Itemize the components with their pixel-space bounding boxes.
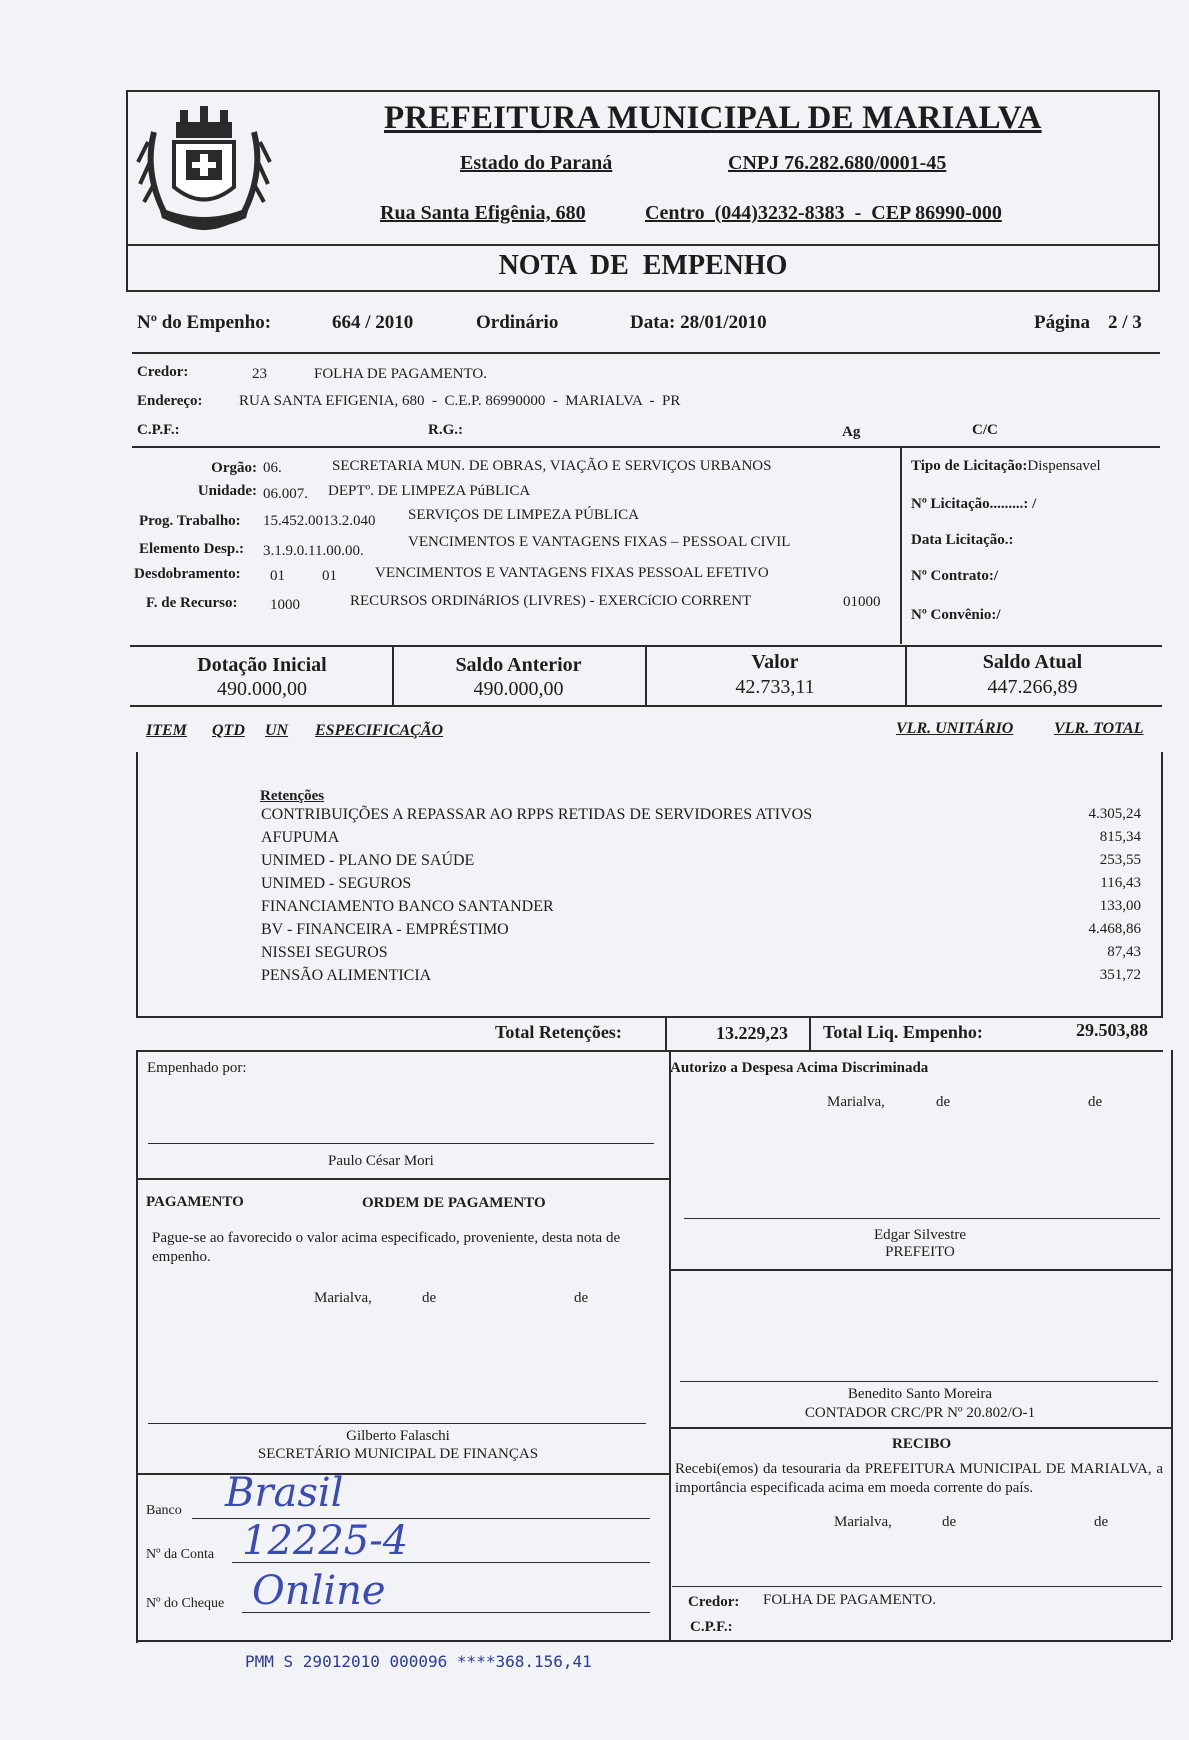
tipo-licitacao: [911, 458, 1101, 475]
recurso-label: F. de Recurso:: [146, 595, 238, 611]
conta-label: Nº da Conta: [146, 1547, 215, 1562]
numero-licitacao: Nº Licitação.........: /: [911, 496, 1037, 512]
banco-value: Brasil: [225, 1470, 344, 1516]
cnpj: CNPJ 76.282.680/0001-45: [728, 152, 947, 174]
prog-trabalho-label: Prog. Trabalho:: [139, 513, 241, 529]
empenhado-por-label: Empenhado por:: [147, 1060, 247, 1076]
secretario-nome: Gilberto Falaschi: [346, 1428, 450, 1444]
list-item: CONTRIBUIÇÕES A REPASSAR AO RPPS RETIDAS DE SERVIDORES ATIVOS 4.305,24: [261, 806, 1141, 823]
unidade-code: 06.007.: [263, 486, 308, 502]
prefeito-nome: Edgar Silvestre: [873, 1227, 967, 1243]
credor-label: Credor:: [137, 364, 189, 380]
col-item: ITEM: [146, 722, 187, 739]
elemento-code: 3.1.9.0.11.00.00.: [263, 543, 364, 559]
recibo-credor-value: FOLHA DE PAGAMENTO.: [763, 1592, 936, 1608]
list-item: BV - FINANCEIRA - EMPRÉSTIMO 4.468,86: [261, 921, 1141, 938]
list-item: AFUPUMA 815,34: [261, 829, 1141, 846]
state-name: Estado do Paraná: [460, 152, 613, 174]
saldo-atual-label: Saldo Atual: [982, 651, 1083, 673]
numero-contrato: Nº Contrato:/: [911, 568, 999, 584]
address: Rua Santa Efigênia, 680: [380, 202, 586, 224]
empenho-number: 664 / 2010: [332, 312, 414, 333]
orgao-code: 06.: [263, 460, 282, 476]
elemento-label: Elemento Desp.:: [139, 541, 244, 557]
saldo-atual-value: 447.266,89: [987, 676, 1078, 698]
contador-nome: Benedito Santo Moreira: [847, 1386, 993, 1402]
col-vlr-unitario: VLR. UNITÁRIO: [896, 720, 1014, 737]
recibo-cpf-label: C.P.F.:: [690, 1619, 733, 1635]
desdobramento-code2: 01: [322, 568, 337, 584]
cc-label: C/C: [972, 422, 998, 438]
total-retencoes-label: Total Retenções:: [495, 1022, 622, 1042]
credor-code: 23: [252, 366, 267, 382]
recibo-de-1: de: [942, 1514, 957, 1530]
endereco-label: Endereço:: [137, 393, 203, 409]
coat-of-arms-icon: [134, 92, 274, 242]
desdobramento-code: 01: [270, 568, 285, 584]
conta-value: 12225-4: [242, 1518, 409, 1564]
list-item: NISSEI SEGUROS 87,43: [261, 944, 1141, 961]
desdobramento-desc: VENCIMENTOS E VANTAGENS FIXAS PESSOAL EFETIVO: [375, 565, 769, 581]
empenho-type: Ordinário: [476, 312, 559, 333]
recibo-credor-label: Credor:: [688, 1594, 740, 1610]
ordem-pagamento-title: ORDEM DE PAGAMENTO: [362, 1195, 546, 1211]
valor-label: Valor: [751, 651, 799, 673]
recurso-code: 1000: [270, 597, 300, 613]
recibo-texto: Recebi(emos) da tesouraria da PREFEITURA MUNICIPAL DE MARIALVA, a importância especificada acima em moeda corrente do país.: [675, 1461, 1163, 1496]
autorizo-de-1: de: [936, 1094, 951, 1110]
cheque-value: Online: [252, 1568, 386, 1614]
retencoes-title: Retenções: [260, 788, 325, 804]
prog-trabalho-desc: SERVIÇOS DE LIMPEZA PÚBLICA: [408, 507, 639, 523]
data-licitacao: Data Licitação.:: [911, 532, 1014, 548]
contador-cargo: CONTADOR CRC/PR Nº 20.802/O-1: [804, 1405, 1036, 1421]
recurso-extra: 01000: [843, 594, 881, 610]
col-qtd: QTD: [212, 722, 245, 739]
endereco-value: RUA SANTA EFIGENIA, 680 - C.E.P. 86990000 - MARIALVA - PR: [239, 393, 681, 409]
prefeito-cargo: PREFEITO: [885, 1244, 955, 1260]
autorizo-de-2: de: [1088, 1094, 1103, 1110]
tipo-licitacao-label: Tipo de Licitação:: [911, 458, 1028, 474]
credor-name: FOLHA DE PAGAMENTO.: [314, 366, 487, 382]
col-especificacao: ESPECIFICAÇÃO: [315, 722, 444, 739]
total-liquido-value: 29.503,88: [1076, 1020, 1148, 1040]
recibo-de-2: de: [1094, 1514, 1109, 1530]
prog-trabalho-code: 15.452.0013.2.040: [263, 513, 376, 529]
secretario-cargo: SECRETÁRIO MUNICIPAL DE FINANÇAS: [257, 1446, 539, 1462]
orgao-desc: SECRETARIA MUN. DE OBRAS, VIAÇÃO E SERVIÇOS URBANOS: [332, 458, 772, 474]
list-item: UNIMED - PLANO DE SAÚDE 253,55: [261, 852, 1141, 869]
recurso-desc: RECURSOS ORDINáRIOS (LIVRES) - EXERCíCIO CORRENT: [350, 593, 752, 609]
dotacao-inicial-value: 490.000,00: [217, 678, 307, 700]
list-item: FINANCIAMENTO BANCO SANTANDER 133,00: [261, 898, 1141, 915]
pagamento-de-2: de: [574, 1290, 589, 1306]
cpf-label: C.P.F.:: [137, 422, 180, 438]
phone-cep: Centro (044)3232-8383 - CEP 86990-000: [645, 202, 1002, 224]
elemento-desc: VENCIMENTOS E VANTAGENS FIXAS – PESSOAL CIVIL: [408, 534, 791, 550]
prefeitura-title: PREFEITURA MUNICIPAL DE MARIALVA: [384, 100, 1042, 136]
pagamento-texto: Pague-se ao favorecido o valor acima especificado, proveniente, desta nota de empenho.: [152, 1230, 621, 1265]
rg-label: R.G.:: [428, 422, 463, 438]
recibo-title: RECIBO: [892, 1436, 952, 1452]
ag-label: Ag: [842, 424, 861, 440]
numero-convenio: Nº Convênio:/: [911, 607, 1001, 623]
recibo-marialva: Marialva,: [834, 1514, 892, 1530]
total-retencoes-value: 13.229,23: [716, 1023, 788, 1043]
valor-value: 42.733,11: [735, 676, 815, 698]
saldo-anterior-value: 490.000,00: [473, 678, 564, 700]
autenticacao-mecanica: PMM S 29012010 000096 ****368.156,41: [245, 1652, 592, 1671]
unidade-desc: DEPTº. DE LIMPEZA PúBLICA: [328, 483, 531, 499]
retencoes-list: [261, 806, 1141, 996]
orgao-label: Orgão:: [211, 460, 257, 476]
pagamento-title: PAGAMENTO: [146, 1194, 244, 1210]
cheque-label: Nº do Cheque: [146, 1596, 225, 1611]
unidade-label: Unidade:: [197, 483, 257, 499]
autorizo-label: Autorizo a Despesa Acima Discriminada: [670, 1060, 929, 1076]
col-vlr-total: VLR. TOTAL: [1054, 720, 1144, 737]
autorizo-marialva: Marialva,: [827, 1094, 885, 1110]
tipo-licitacao-value: Dispensavel: [1027, 458, 1101, 474]
empenho-label: Nº do Empenho:: [137, 312, 272, 333]
pagamento-de-1: de: [422, 1290, 437, 1306]
col-un: UN: [265, 722, 289, 739]
banco-label: Banco: [146, 1503, 182, 1518]
doc-title: NOTA DE EMPENHO: [498, 250, 788, 281]
saldo-anterior-label: Saldo Anterior: [455, 654, 582, 676]
empenho-date: Data: 28/01/2010: [630, 312, 767, 333]
pagamento-marialva: Marialva,: [314, 1290, 372, 1306]
page-label: Página: [1034, 312, 1090, 333]
empenhado-por-nome: Paulo César Mori: [328, 1153, 434, 1169]
list-item: PENSÃO ALIMENTICIA 351,72: [261, 967, 1141, 984]
total-liquido-label: Total Liq. Empenho:: [823, 1022, 983, 1042]
desdobramento-label: Desdobramento:: [134, 566, 241, 582]
dotacao-inicial-label: Dotação Inicial: [197, 654, 327, 676]
page-number: 2 / 3: [1108, 312, 1142, 333]
list-item: UNIMED - SEGUROS 116,43: [261, 875, 1141, 892]
